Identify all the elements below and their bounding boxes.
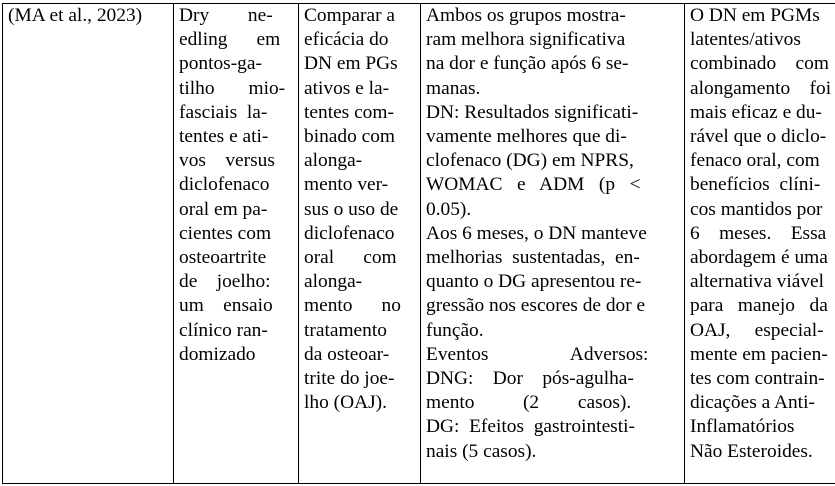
text-line: função. (426, 319, 484, 341)
text-line: dicações a Anti- (690, 392, 815, 414)
text-line: diclofenaco (179, 174, 270, 196)
conclusion-text (690, 4, 835, 464)
text-line: alonga- (304, 150, 363, 172)
text-line: 6 meses. Essa (690, 222, 827, 244)
text-line: tentes com- (304, 101, 394, 123)
text-line: osteoartrite (179, 247, 267, 269)
text-line: alongamento foi (690, 77, 832, 99)
text-line: cientes com (179, 222, 272, 244)
text-line: (MA et al., 2023) (8, 5, 143, 26)
text-line: edling em (179, 29, 281, 51)
text-line: Ambos os grupos mostra- (426, 5, 626, 26)
title-text (179, 4, 294, 367)
text-line: O DN em PGMs (690, 5, 820, 26)
text-line: quanto o DG apresentou re- (426, 271, 642, 293)
objective-text (304, 4, 416, 415)
text-line: vamente melhores que di- (426, 126, 627, 148)
text-line: ram melhora significativa (426, 29, 626, 51)
title-cell (174, 4, 299, 484)
text-line: oral em pa- (179, 198, 268, 220)
text-line: fasciais la- (179, 101, 268, 123)
text-line: mento (2 casos). (426, 392, 632, 414)
results-cell (421, 4, 685, 484)
table-row (3, 4, 835, 484)
text-line: alonga- (304, 271, 363, 293)
results-text (426, 4, 680, 464)
text-line: combinado com (690, 53, 829, 75)
text-line: para manejo da (690, 295, 828, 317)
text-line: na dor e função após 6 se- (426, 53, 629, 75)
text-line: mente em pacien- (690, 343, 828, 365)
study-table (2, 3, 835, 484)
text-line: tentes e ati- (179, 126, 269, 148)
text-line: Comparar a (304, 5, 395, 26)
text-line: cos mantidos por (690, 198, 823, 220)
text-line: pontos-ga- (179, 53, 262, 75)
text-line: DNG: Dor pós-agulha- (426, 368, 634, 390)
reference-text (8, 4, 169, 28)
text-line: DN: Resultados significati- (426, 101, 639, 123)
conclusion-cell (685, 4, 835, 484)
text-line: Aos 6 meses, o DN manteve (426, 222, 647, 244)
text-line: OAJ, especial- (690, 319, 824, 341)
text-line: eficácia do (304, 29, 389, 51)
text-line: diclofenaco (304, 222, 395, 244)
text-line: clínico ran- (179, 319, 268, 341)
text-line: WOMAC e ADM (p < (426, 174, 641, 196)
text-line: melhorias sustentadas, en- (426, 247, 640, 269)
text-line: abordagem é uma (690, 247, 828, 269)
text-line: de joelho: (179, 271, 271, 293)
text-line: alternativa viável (690, 271, 825, 293)
text-line: da osteoar- (304, 343, 390, 365)
text-line: fenaco oral, com (690, 150, 820, 172)
text-line: Inflamatórios (690, 416, 795, 438)
text-line: vos versus (179, 150, 275, 172)
text-line: nais (5 casos). (426, 440, 537, 462)
text-line: tratamento (304, 319, 387, 341)
text-line: ativos e la- (304, 77, 390, 99)
text-line: benefícios clíni- (690, 174, 821, 196)
text-line: binado com (304, 126, 396, 148)
text-line: oral com (304, 247, 397, 269)
text-line: clofenaco (DG) em NPRS, (426, 150, 634, 172)
text-line: tilho mio- (179, 77, 286, 99)
text-line: manas. (426, 77, 481, 99)
text-line: mento ver- (304, 174, 389, 196)
text-line: rável que o diclo- (690, 126, 827, 148)
reference-cell (3, 4, 174, 484)
text-line: Dry ne- (179, 5, 273, 26)
text-line: Não Esteroides. (690, 440, 813, 462)
text-line: um ensaio (179, 295, 273, 317)
text-line: tes com contrain- (690, 368, 825, 390)
text-line: mais eficaz e du- (690, 101, 822, 123)
text-line: 0.05). (426, 198, 472, 220)
text-line: DN em PGs (304, 53, 398, 75)
text-line: lho (OAJ). (304, 392, 387, 414)
text-line: domizado (179, 343, 256, 365)
objective-cell (299, 4, 421, 484)
text-line: trite do joe- (304, 368, 395, 390)
text-line: mento no (304, 295, 401, 317)
text-line: sus o uso de (304, 198, 399, 220)
text-line: gressão nos escores de dor e (426, 295, 646, 317)
text-line: DG: Efeitos gastrointesti- (426, 416, 635, 438)
text-line: Eventos Adversos: (426, 343, 649, 365)
text-line: latentes/ativos (690, 29, 801, 51)
